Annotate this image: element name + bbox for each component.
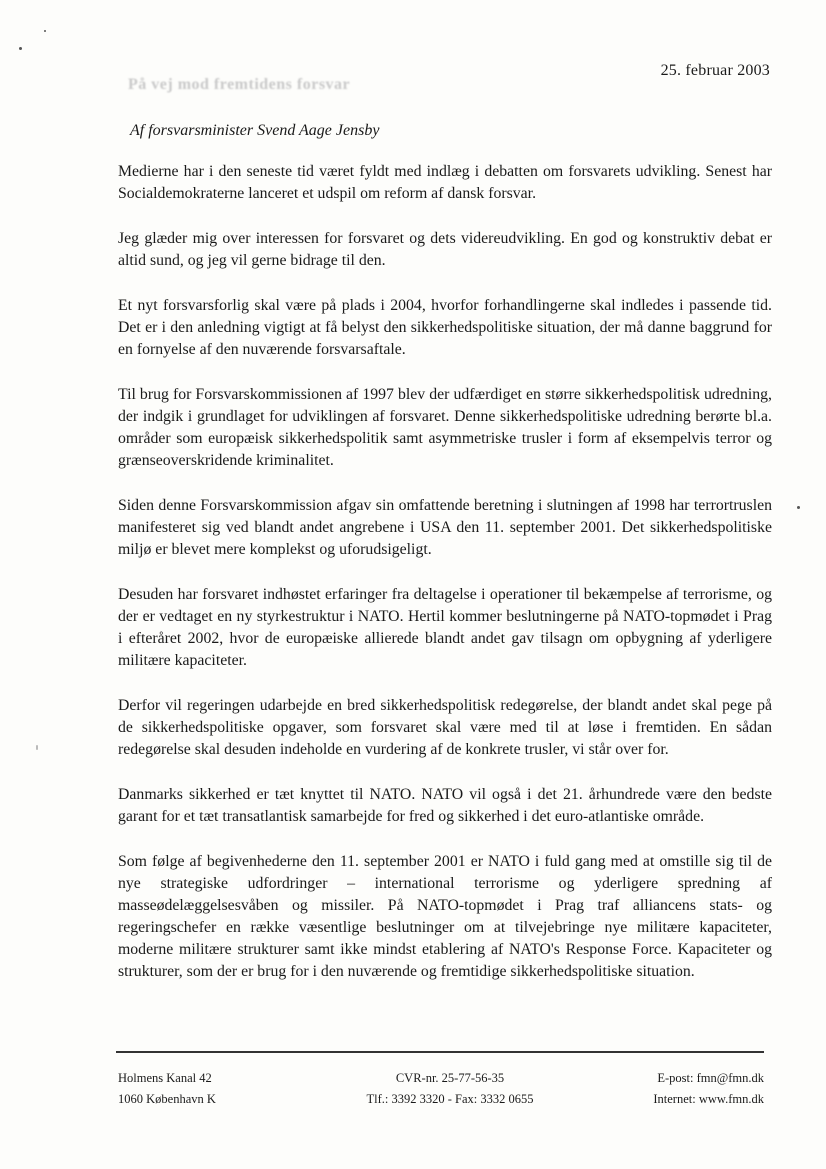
footer-address-line1: Holmens Kanal 42 <box>118 1071 212 1085</box>
article-body <box>118 161 772 1006</box>
footer-contact <box>653 1068 764 1110</box>
scan-speck <box>797 506 800 509</box>
paragraph-7: Derfor vil regeringen udarbejde en bred sikkerhedspolitisk redegørelse, der blandt andet skal pege på de sikkerhedspolitiske opgaver, som forsvaret skal være med til at løse i fremtiden. En sådan redegørelse skal desuden indeholde en vurdering af de konkrete trusler, vi står over for. <box>118 697 772 758</box>
paragraph-4: Til brug for Forsvarskommissionen af 1997 blev der udfærdiget en større sikkerhedspolitisk udredning, der indgik i grundlaget for udviklingen af forsvaret. Denne sikkerhedspolitiske udredning berørte bl.a. områder som europæisk sikkerhedspolitik samt asymmetriske trusler i form af eksempelvis terror og grænseoverskridende kriminalitet. <box>118 386 772 469</box>
scan-speck <box>44 30 46 32</box>
scan-speck <box>19 47 22 50</box>
paragraph-1: Medierne har i den seneste tid været fyldt med indlæg i debatten om forsvarets udvikling. Senest har Socialdemokraterne lanceret et udspil om reform af dansk forsvar. <box>118 163 772 202</box>
footer-address <box>118 1068 216 1110</box>
footer-email: E-post: fmn@fmn.dk <box>657 1071 764 1085</box>
footer-address-line2: 1060 København K <box>118 1092 216 1106</box>
footer-phone-fax: Tlf.: 3392 3320 - Fax: 3332 0655 <box>366 1092 534 1106</box>
paragraph-5: Siden denne Forsvarskommission afgav sin omfattende beretning i slutningen af 1998 har terrortruslen manifesteret sig ved blandt andet angrebene i USA den 11. september 2001. Det sikkerhedspolitiske miljø er blevet mere komplekst og uforudsigeligt. <box>118 497 772 558</box>
paragraph-9: Som følge af begivenhederne den 11. september 2001 er NATO i fuld gang med at omstille sig til de nye strategiske udfordringer – international terrorisme og yderligere spredning af masseødelæggelsesvåben og missiler. På NATO-topmødet i Prag traf alliancens stats- og regeringschefer en række væsentlige beslutninger om at tilvejebringe nye militære kapaciteter, moderne militære strukturer samt ikke mindst etablering af NATO's Response Force. Kapaciteter og strukturer, som der er brug for i den nuværende og fremtidige sikkerhedspolitiske situation. <box>118 853 772 980</box>
byline: Af forsvarsminister Svend Aage Jensby <box>130 122 380 139</box>
paragraph-3: Et nyt forsvarsforlig skal være på plads i 2004, hvorfor forhandlingerne skal indledes i passende tid. Det er i den anledning vigtigt at få belyst den sikkerhedspolitiske situation, der må danne baggrund for en fornyelse af den nuværende forsvarsaftale. <box>118 297 772 358</box>
paragraph-6: Desuden har forsvaret indhøstet erfaringer fra deltagelse i operationer til bekæmpelse af terrorisme, og der er vedtaget en ny styrkestruktur i NATO. Hertil kommer beslutningerne på NATO-topmødet i Prag i efteråret 2002, hvor de europæiske allierede blandt andet gav tilsagn om opbygning af yderligere militære kapaciteter. <box>118 586 772 669</box>
paragraph-8: Danmarks sikkerhed er tæt knyttet til NATO. NATO vil også i det 21. århundrede være den bedste garant for et tæt transatlantisk samarbejde for fred og sikkerhed i det euro-atlantiske område. <box>118 786 772 825</box>
paragraph-2: Jeg glæder mig over interessen for forsvaret og dets videreudvikling. En god og konstruktiv debat er altid sund, og jeg vil gerne bidrage til den. <box>118 230 772 269</box>
document-date: 25. februar 2003 <box>660 62 770 79</box>
footer-internet: Internet: www.fmn.dk <box>653 1092 764 1106</box>
footer-divider <box>116 1051 764 1053</box>
document-title-faded: På vej mod fremtidens forsvar <box>128 76 351 93</box>
footer-registration <box>360 1068 540 1110</box>
footer-cvr: CVR-nr. 25-77-56-35 <box>395 1071 505 1085</box>
scan-speck <box>36 745 38 750</box>
